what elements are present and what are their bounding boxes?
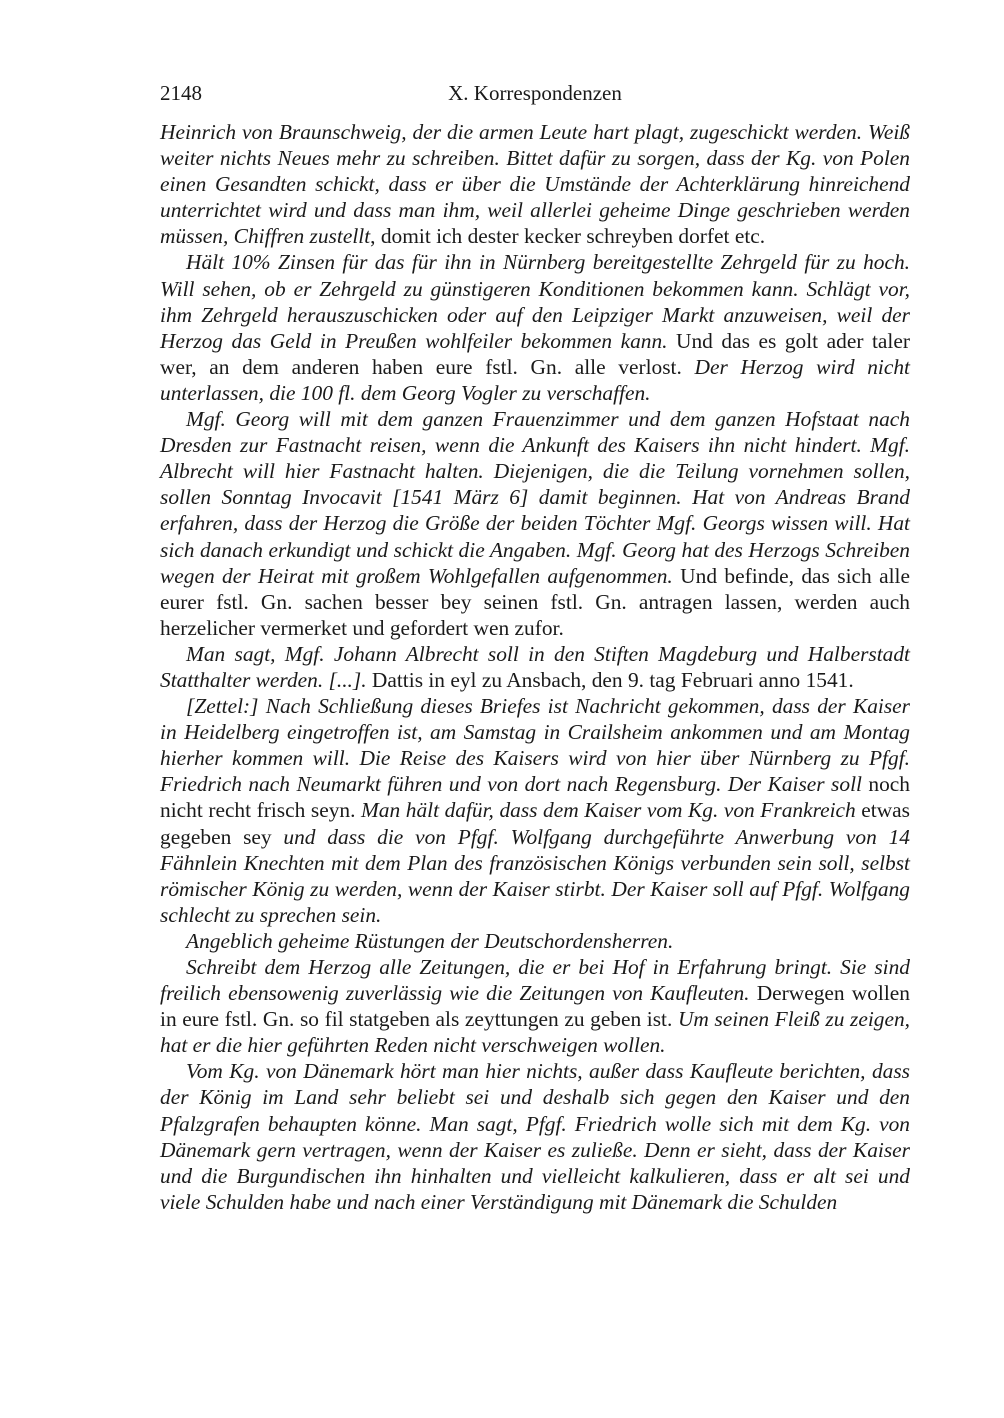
italic-text-segment: Um seinen Fleiß zu zeigen, hat er die hier geführten Reden nicht verschweigen wollen. (160, 1007, 910, 1058)
italic-text-segment: Heinrich von Braunschweig, der die armen Leute hart plagt, zugeschickt werden. Weiß weiter nichts Neues mehr zu schreiben. Bittet dafür zu sorgen, dass der Kg. von Polen einen Gesandten schickt, dass er über die Umstände der Achterklärung hinreichend unterrichtet wird und dass man ihm, weil allerlei geheime Dinge geschrieben werden müssen, Chiffren zustellt (160, 120, 910, 249)
italic-text-segment: Schreibt dem Herzog alle Zeitungen, die er bei Hof in Erfahrung bringt. Sie sind freilich ebensowenig zuverlässig wie die Zeitungen von Kaufleuten. (160, 955, 910, 1006)
page-number: 2148 (160, 81, 202, 105)
page-header (160, 78, 910, 108)
italic-text-segment: [Zettel:] Nach Schließung dieses Briefes ist Nachricht gekommen, dass der Kaiser in Heidelberg eingetroffen ist, am Samstag in Crailsheim ankommen und am Montag hierher kommen will. Die Reise des Kaisers wird von hier über Nürnberg zu Pfgf. Friedrich nach Neumarkt führen und von dort nach Regensburg. Der Kaiser soll (160, 694, 910, 797)
paragraph (160, 954, 910, 1058)
italic-text-segment: Mgf. Georg will mit dem ganzen Frauenzimmer und dem ganzen Hofstaat nach Dresden zur Fastnacht reisen, wenn die Ankunft des Kaisers ihn nicht hindert. Mgf. Albrecht will hier Fastnacht halten. Diejenigen, die die Teilung vornehmen sollen, sollen Sonntag Invocavit [1541 März 6] damit beginnen. Hat von Andreas Brand erfahren, dass der Herzog die Größe der beiden Töchter Mgf. Georgs wissen will. Hat sich danach erkundigt und schickt die Angaben. Mgf. Georg hat des Herzogs Schreiben wegen der Heirat mit großem Wohlgefallen aufgenommen. (160, 407, 910, 588)
italic-text-segment: Man sagt, Mgf. Johann Albrecht soll in den Stiften Magdeburg und Halberstadt Statthalter werden. [...]. (160, 641, 910, 692)
paragraph (160, 1058, 910, 1215)
italic-text-segment: Vom Kg. von Dänemark hört man hier nichts, außer dass Kaufleute berichten, dass der König im Land sehr beliebt sei und deshalb sich gegen den Kaiser und den Pfalzgrafen behaupten könne. Man sagt, Pfgf. Friedrich wolle sich mit dem Kg. von Dänemark gern vertragen, wenn der Kaiser es zuließe. Denn er sieht, dass der Kaiser und die Burgundischen ihn hinhalten und vielleicht kalkulieren, dass er alt sei und viele Schulden habe und nach einer Verständigung mit Dänemark die Schulden (160, 1059, 910, 1214)
body-text (160, 119, 910, 1215)
text-segment: Derwegen wollen in eure fstl. Gn. so fil statgeben als zeyttungen zu geben ist. (160, 981, 910, 1032)
paragraph (160, 406, 910, 641)
paragraph (160, 693, 910, 928)
running-title: X. Korrespondenzen (448, 81, 622, 105)
paragraph (160, 928, 910, 954)
italic-text-segment: und dass die von Pfgf. Wolfgang durchgeführte Anwerbung von 14 Fähnlein Knechten mit dem Plan des französischen Königs verbunden sein soll, selbst römischer König zu werden, wenn der Kaiser stirbt. Der Kaiser soll auf Pfgf. Wolfgang schlecht zu sprechen sein. (160, 824, 910, 927)
italic-text-segment: Hält 10% Zinsen für das für ihn in Nürnberg bereitgestellte Zehrgeld für zu hoch. Will sehen, ob er Zehrgeld zu günstigeren Konditionen bekommen kann. Schlägt vor, ihm Zehrgeld herauszuschicken oder auf den Leipziger Markt anzuweisen, weil der Herzog das Geld in Preußen wohlfeiler bekommen kann. (160, 250, 910, 353)
italic-text-segment: Man hält dafür, dass dem Kaiser vom Kg. von Frankreich (360, 798, 856, 823)
text-segment: Und das es golt ader taler wer, an dem anderen haben eure fstl. Gn. alle verlost. (160, 328, 910, 379)
text-segment: Dattis in eyl zu Ansbach, den 9. tag Februari anno 1541. (366, 667, 854, 692)
text-segment: , domit ich dester kecker schreyben dorfet etc. (370, 224, 766, 249)
paragraph (160, 249, 910, 406)
text-segment: Und befinde, das sich alle eurer fstl. Gn. sachen besser bey seinen fstl. Gn. antragen lassen, werden auch herzelicher vermerket und gefordert wen zufor. (160, 563, 910, 640)
paragraph (160, 641, 910, 693)
paragraph (160, 119, 910, 249)
italic-text-segment: Angeblich geheime Rüstungen der Deutschordensherren. (186, 928, 674, 953)
text-segment: etwas gegeben sey (160, 798, 911, 849)
italic-text-segment: Der Herzog wird nicht unterlassen, die 100 fl. dem Georg Vogler zu verschaffen. (160, 354, 910, 405)
text-segment: noch nicht recht frisch seyn. (160, 772, 910, 823)
